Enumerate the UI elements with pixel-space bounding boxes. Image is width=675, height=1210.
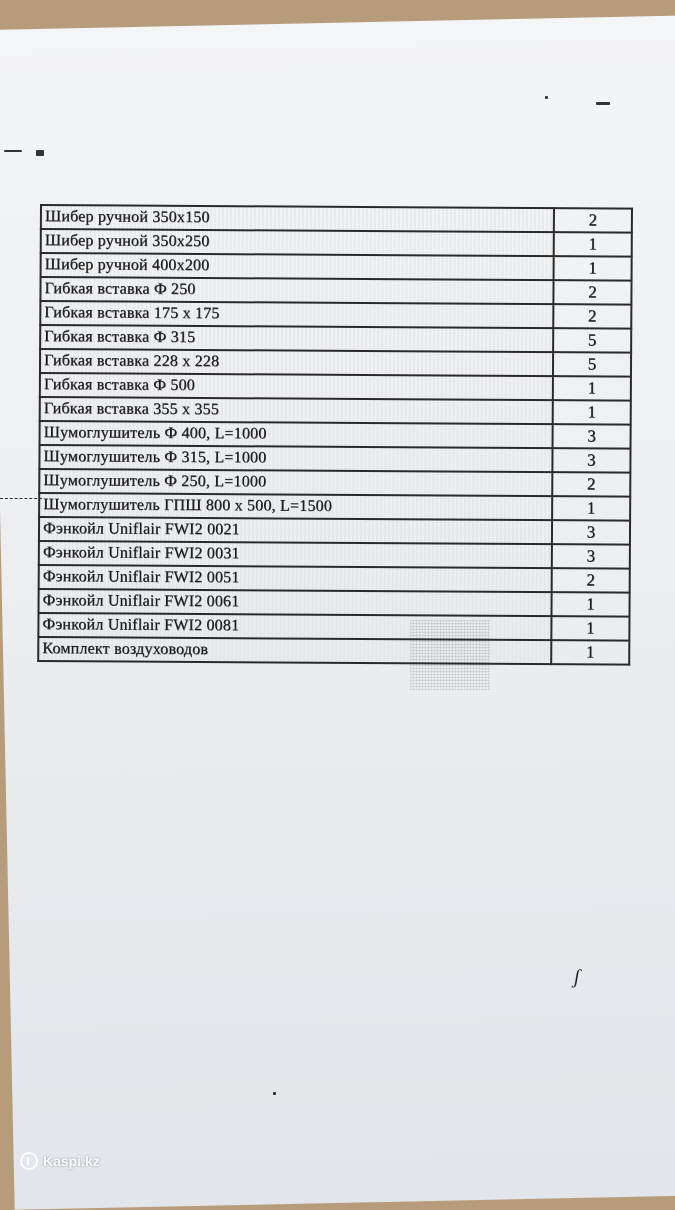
item-qty-cell: 3 <box>552 544 630 568</box>
item-name-cell: Фэнкойл Uniflair FWI2 0051 <box>39 565 552 592</box>
table-row <box>38 637 629 665</box>
scan-speck <box>545 96 548 99</box>
item-qty-cell: 3 <box>552 520 630 544</box>
item-qty-cell: 2 <box>552 472 630 496</box>
scan-speck <box>36 150 44 156</box>
equipment-table-body <box>38 205 632 665</box>
table-row <box>39 493 630 521</box>
table-row <box>39 517 630 545</box>
watermark-text: Kaspi.kz <box>43 1153 100 1169</box>
item-qty-cell: 1 <box>551 592 629 616</box>
item-qty-cell: 1 <box>553 376 631 400</box>
table-row <box>39 565 630 593</box>
item-qty-cell: 2 <box>552 568 630 592</box>
item-name-cell: Шумоглушитель ГПШ 800 x 500, L=1500 <box>39 493 552 520</box>
table-row <box>40 397 631 425</box>
watermark <box>20 1152 100 1170</box>
table-row <box>41 229 632 257</box>
item-qty-cell: 3 <box>553 424 631 448</box>
scan-speck <box>596 102 610 105</box>
item-qty-cell: 5 <box>553 352 631 376</box>
item-name-cell: Гибкая вставка Ф 500 <box>40 373 553 400</box>
item-qty-cell: 2 <box>554 208 632 232</box>
item-qty-cell: 1 <box>554 256 632 280</box>
item-qty-cell: 1 <box>551 616 629 640</box>
item-name-cell: Фэнкойл Uniflair FWI2 0081 <box>38 613 551 640</box>
item-name-cell: Шибер ручной 350x250 <box>41 229 554 256</box>
item-name-cell: Гибкая вставка Ф 315 <box>40 325 553 352</box>
scan-speck <box>273 1092 276 1095</box>
item-name-cell: Гибкая вставка 228 x 228 <box>40 349 553 376</box>
item-name-cell: Шибер ручной 350x150 <box>41 205 554 232</box>
item-qty-cell: 2 <box>553 304 631 328</box>
item-name-cell: Шибер ручной 400x200 <box>41 253 554 280</box>
item-qty-cell: 3 <box>552 448 630 472</box>
table-row <box>40 325 631 353</box>
pen-mark: ʃ <box>574 966 580 988</box>
item-qty-cell: 1 <box>552 496 630 520</box>
table-row <box>41 253 632 281</box>
item-name-cell: Гибкая вставка 175 x 175 <box>40 301 553 328</box>
table-row <box>40 301 631 329</box>
table-row <box>39 541 630 569</box>
item-name-cell: Фэнкойл Uniflair FWI2 0031 <box>39 541 552 568</box>
item-qty-cell: 1 <box>554 232 632 256</box>
item-name-cell: Комплект воздуховодов <box>38 637 551 664</box>
table-row <box>39 445 630 473</box>
table-row <box>40 277 631 305</box>
item-qty-cell: 1 <box>551 640 629 664</box>
item-name-cell: Шумоглушитель Ф 250, L=1000 <box>39 469 552 496</box>
item-qty-cell: 2 <box>553 280 631 304</box>
table-row <box>38 613 629 641</box>
table-row <box>41 205 632 233</box>
table-row <box>40 421 631 449</box>
equipment-table <box>37 204 633 666</box>
table-row <box>40 349 631 377</box>
item-name-cell: Гибкая вставка Ф 250 <box>40 277 553 304</box>
item-qty-cell: 5 <box>553 328 631 352</box>
item-name-cell: Шумоглушитель Ф 400, L=1000 <box>40 421 553 448</box>
scan-artifact-line <box>0 498 42 499</box>
item-name-cell: Фэнкойл Uniflair FWI2 0061 <box>39 589 552 616</box>
table-row <box>39 589 630 617</box>
item-name-cell: Фэнкойл Uniflair FWI2 0021 <box>39 517 552 544</box>
scan-speck <box>4 150 22 152</box>
item-name-cell: Шумоглушитель Ф 315, L=1000 <box>39 445 552 472</box>
kaspi-logo-icon <box>20 1152 38 1170</box>
item-qty-cell: 1 <box>553 400 631 424</box>
table-row <box>39 469 630 497</box>
item-name-cell: Гибкая вставка 355 x 355 <box>40 397 553 424</box>
table-row <box>40 373 631 401</box>
